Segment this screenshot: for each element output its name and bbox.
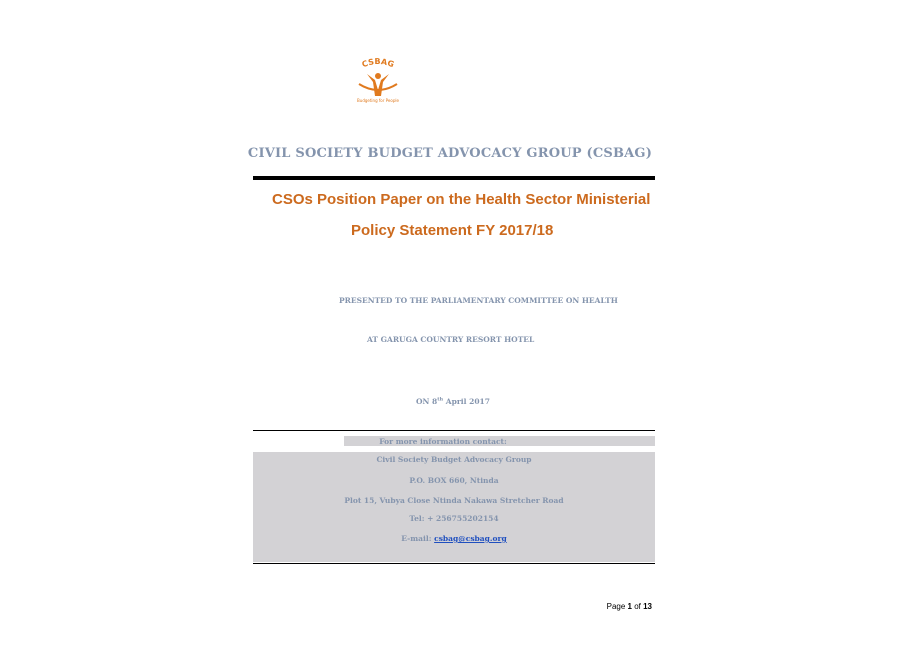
title-divider — [253, 176, 655, 180]
venue-text: AT GARUGA COUNTRY RESORT HOTEL — [367, 335, 535, 344]
date-ordinal: th — [437, 396, 444, 403]
date-suffix: April 2017 — [443, 397, 490, 406]
contact-box — [253, 452, 655, 562]
logo-tagline: Budgeting for People — [357, 98, 399, 103]
contact-bottom-rule — [253, 563, 655, 564]
contact-tel: Tel: + 256755202154 — [409, 514, 499, 523]
page-of: of — [631, 602, 644, 611]
page-label: Page — [606, 602, 628, 611]
email-link[interactable]: csbag@csbag.org — [434, 534, 507, 543]
contact-top-rule — [253, 430, 655, 431]
presented-to-text: PRESENTED TO THE PARLIAMENTARY COMMITTEE ON HEALTH — [339, 296, 618, 305]
date-prefix: ON 8 — [416, 397, 438, 406]
contact-po-box: P.O. BOX 660, Ntinda — [409, 476, 499, 485]
contact-org: Civil Society Budget Advocacy Group — [376, 455, 532, 464]
logo-figure-head — [375, 73, 381, 79]
logo-swoosh — [359, 84, 397, 90]
logo-text: CSBAG — [360, 56, 396, 70]
page-current: 1 — [627, 602, 632, 611]
contact-heading: For more information contact: — [379, 437, 507, 446]
page-total: 13 — [643, 602, 652, 611]
contact-address: Plot 15, Vubya Close Ntinda Nakawa Stretcher Road — [344, 496, 564, 505]
page-number — [560, 602, 652, 611]
org-title: CIVIL SOCIETY BUDGET ADVOCACY GROUP (CSBAG) — [247, 146, 653, 161]
contact-email-line — [253, 534, 655, 543]
csbag-logo — [345, 56, 411, 104]
email-label: E-mail: — [401, 534, 435, 543]
date-text — [416, 397, 490, 406]
document-title-line1: CSOs Position Paper on the Health Sector Ministerial — [272, 191, 651, 208]
document-title-line2: Policy Statement FY 2017/18 — [351, 222, 554, 239]
